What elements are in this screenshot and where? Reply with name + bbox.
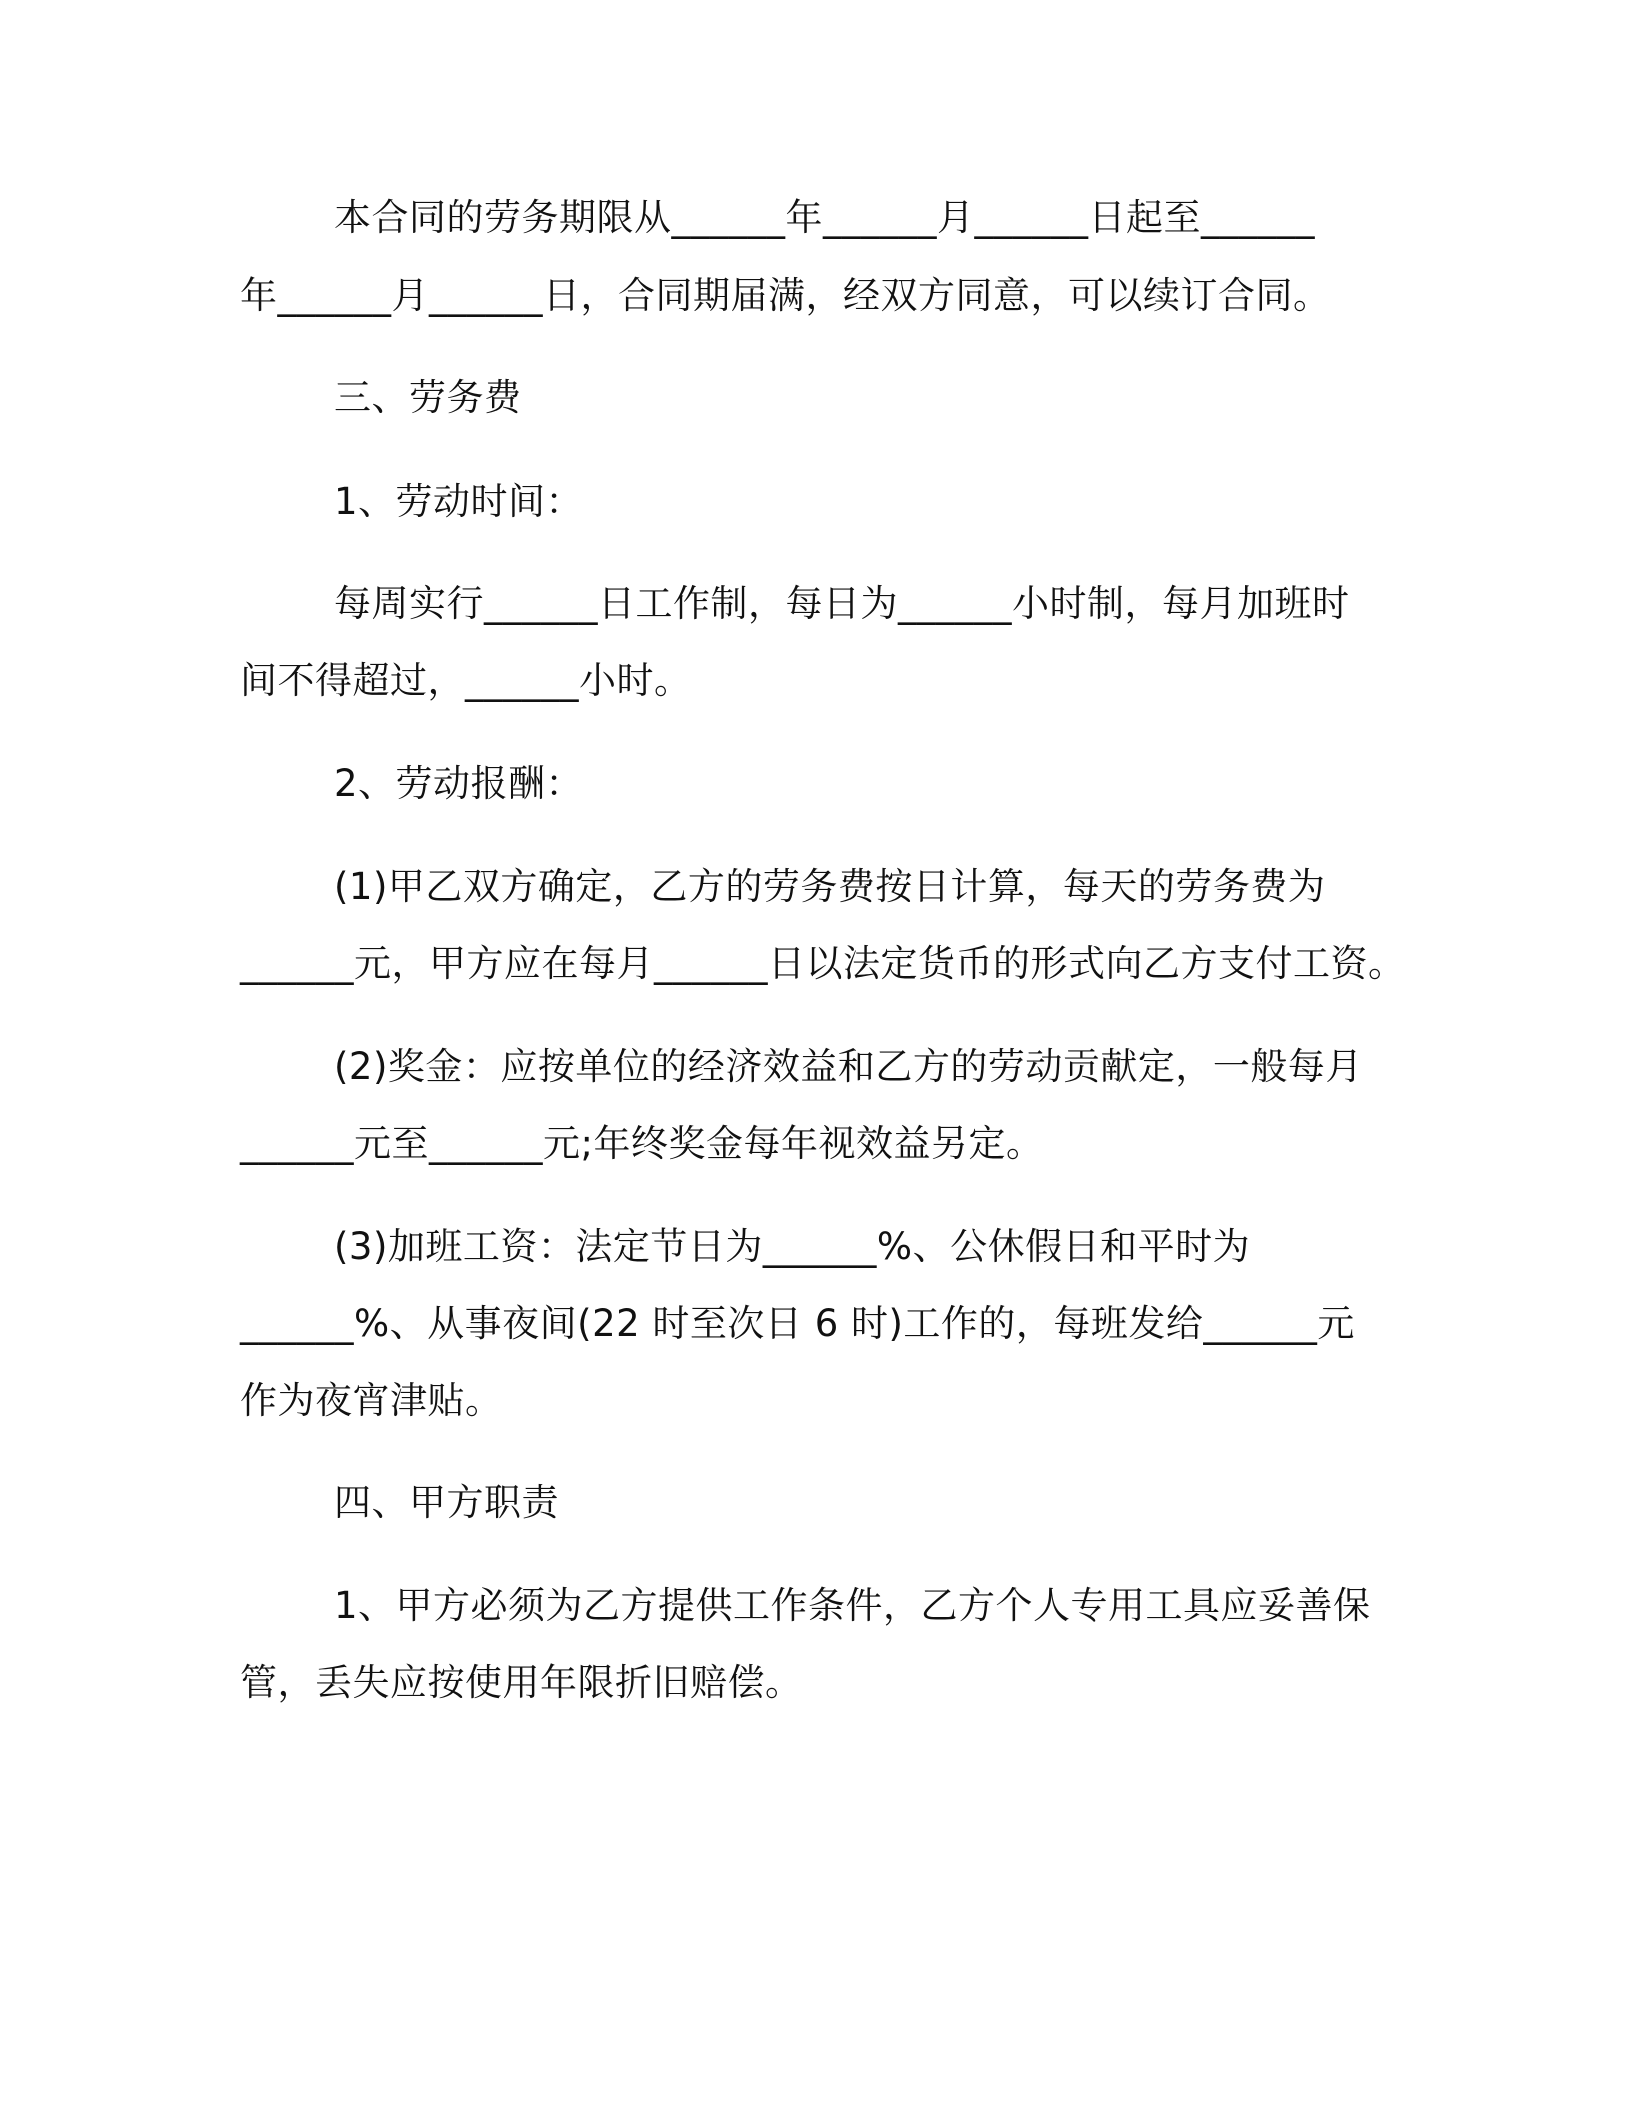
clause-3-line-2: ______%、从事夜间(22 时至次日 6 时)工作的，每班发给______元 (240, 1302, 1355, 1345)
working-hours-line-2: 间不得超过，______小时。 (240, 659, 692, 702)
clause-3-line-3: 作为夜宵津贴。 (240, 1379, 503, 1422)
clause-1-line-1: (1)甲乙双方确定，乙方的劳务费按日计算，每天的劳务费为 (334, 865, 1326, 908)
subheading-remuneration: 2、劳动报酬： (334, 762, 584, 805)
section-heading-labor-fee: 三、劳务费 (334, 376, 522, 419)
working-hours-line-1: 每周实行______日工作制，每日为______小时制，每月加班时 (334, 582, 1350, 625)
contract-term-line-1: 本合同的劳务期限从______年______月______日起至______ (334, 196, 1315, 239)
clause-3-line-1: (3)加班工资：法定节日为______%、公休假日和平时为 (334, 1225, 1251, 1268)
duty-1-line-2: 管，丢失应按使用年限折旧赔偿。 (240, 1661, 803, 1704)
section-heading-party-a-duties: 四、甲方职责 (334, 1481, 559, 1524)
subheading-working-hours: 1、劳动时间： (334, 480, 584, 523)
contract-term-line-2: 年______月______日，合同期届满，经双方同意，可以续订合同。 (240, 274, 1331, 317)
duty-1-line-1: 1、甲方必须为乙方提供工作条件，乙方个人专用工具应妥善保 (334, 1584, 1371, 1627)
clause-2-line-2: ______元至______元;年终奖金每年视效益另定。 (240, 1122, 1044, 1165)
clause-1-line-2: ______元，甲方应在每月______日以法定货币的形式向乙方支付工资。 (240, 942, 1406, 985)
clause-2-line-1: (2)奖金：应按单位的经济效益和乙方的劳动贡献定，一般每月 (334, 1045, 1363, 1088)
